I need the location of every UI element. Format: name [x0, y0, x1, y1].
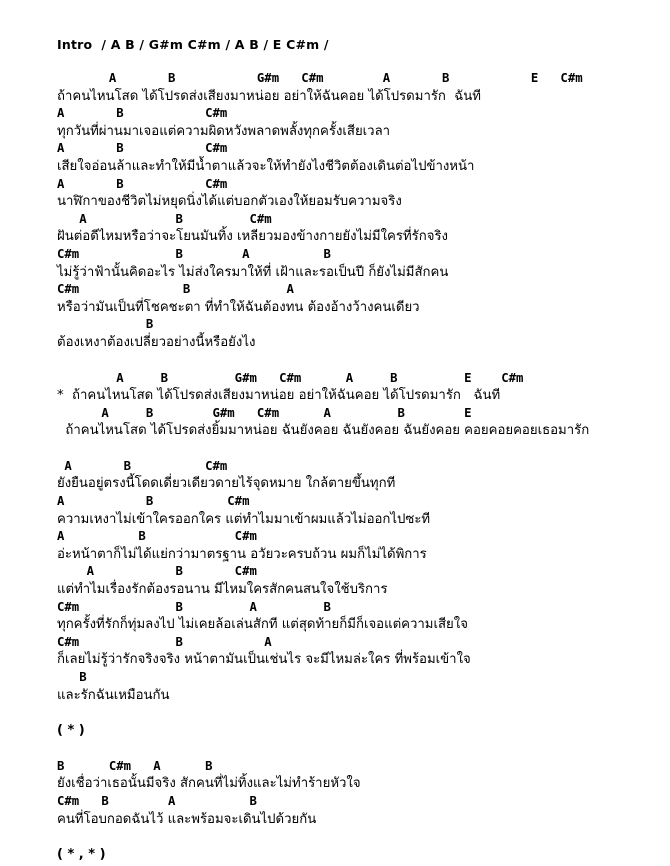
- lyric-row: หรือว่ามันเป็นที่โชคชะตา ที่ทำให้ฉันต้องทน ต้องอ้างว้างคนเดียว: [57, 299, 420, 315]
- chord-row: A B C#m: [57, 564, 257, 579]
- section-verse-3: [57, 758, 663, 828]
- lyric-row: ต้องเหงาต้องเปลี่ยวอย่างนี้หรือยังไง: [57, 334, 256, 350]
- lyric-row: เสียใจอ่อนล้าและทำให้มีน้ำตาแล้วจะให้ทำยังไงชีวิตต้องเดินต่อไปข้างหน้า: [57, 158, 475, 174]
- lyric-row: ถ้าคนไหนโสด ได้โปรดส่งยิ้มมาหน่อย ฉันยังคอย ฉันยังคอย ฉันยังคอย คอยคอยคอยเธอมารัก: [57, 423, 590, 439]
- chord-row: A B C#m: [57, 176, 228, 191]
- lyric-row: ถ้าคนไหนโสด ได้โปรดส่งเสียงมาหน่อย อย่าให้ฉันคอย ได้โปรดมารัก ฉันที: [57, 88, 481, 104]
- lyric-row: ทุกครั้งที่รักก็ทุ่มลงไป ไม่เคยล้อเล่นสักที แต่สุดท้ายก็มีก็เจอแต่ความเสียใจ: [57, 617, 468, 633]
- chord-row: A B G#m C#m A B E C#m: [57, 71, 583, 85]
- lyric-row: ทุกวันที่ผ่านมาเจอแต่ความผิดหวังพลาดพลั้งทุกครั้งเสียเวลา: [57, 123, 391, 139]
- section-spacer: [57, 740, 663, 758]
- chord-row: A B C#m: [57, 458, 228, 473]
- lyric-row: ไม่รู้ว่าฟ้านั้นคิดอะไร ไม่ส่งใครมาให้ที่ เฝ้าและรอเป็นปี ก็ยังไม่มีสักคน: [57, 264, 449, 280]
- chord-sheet-content: [57, 36, 663, 864]
- repeat-marker: ( * ): [57, 723, 85, 739]
- chord-row: B C#m A B: [57, 758, 213, 773]
- chord-row: A B C#m: [57, 529, 257, 544]
- song-sections: [57, 70, 663, 864]
- chord-row: C#m B A: [57, 282, 294, 297]
- chord-row: A B C#m: [57, 106, 228, 121]
- lyric-row: แต่ทำไมเรื่องรักต้องรอนาน มีไหมใครสักคนสนใจใช้บริการ: [57, 582, 388, 598]
- repeat-marker: ( * , * ): [57, 847, 106, 863]
- section-spacer: [57, 828, 663, 846]
- lyric-row: ฝันต่อดีไหมหรือว่าจะโยนมันทิ้ง เหลียวมองข้างกายยังไม่มีใครที่รักจริง: [57, 229, 448, 245]
- intro-line: Intro / A B / G#m C#m / A B / E C#m /: [57, 37, 329, 52]
- chord-row: C#m B A B: [57, 246, 331, 261]
- chord-row: A B C#m: [57, 141, 228, 156]
- lyric-row: ก็เลยไม่รู้ว่ารักจริงจริง หน้าตามันเป็นเช่นไร จะมีไหมล่ะใคร ที่พร้อมเข้าใจ: [57, 652, 471, 668]
- section-chorus: [57, 370, 663, 440]
- lyric-row: และรักฉันเหมือนกัน: [57, 687, 170, 703]
- lyric-row: นาฬิกาของชีวิตไม่หยุดนิ่งได้แต่บอกตัวเองให้ยอมรับความจริง: [57, 194, 402, 210]
- lyric-row: ความเหงาไม่เข้าใครออกใคร แต่ทำไมมาเข้าผมแล้วไม่ออกไปซะที: [57, 511, 431, 527]
- section-repeat-2: [57, 846, 663, 864]
- section-spacer: [57, 352, 663, 370]
- lyric-row: อ่ะหน้าตาก็ไม่ได้แย่กว่ามาตรฐาน อวัยวะครบถ้วน ผมก็ไม่ได้พิการ: [57, 546, 427, 562]
- section-repeat-1: [57, 722, 663, 740]
- chord-row: B: [57, 670, 87, 684]
- chord-row: A B G#m C#m A B E C#m: [57, 370, 524, 385]
- chord-row: C#m B A B: [57, 793, 257, 808]
- chord-row: C#m B A B: [57, 599, 331, 614]
- chord-row: C#m B A: [57, 634, 272, 649]
- section-spacer: [57, 704, 663, 722]
- lyric-row: คนที่โอบกอดฉันไว้ และพร้อมจะเดินไปด้วยกัน: [57, 811, 317, 827]
- section-verse-2: [57, 458, 663, 704]
- chord-row: A B C#m: [57, 494, 250, 509]
- lyric-row: ยังเชื่อว่าเธอนั้นมีจริง สักคนที่ไม่ทิ้งและไม่ทำร้ายหัวใจ: [57, 776, 361, 792]
- chord-row: A B C#m: [57, 211, 272, 226]
- lyric-row: ยังยืนอยู่ตรงนี้โดดเดี่ยวเดียวดายไร้จุดหมาย ใกล้ตายขึ้นทุกที: [57, 476, 396, 492]
- section-verse-1: [57, 70, 663, 352]
- section-spacer: [57, 440, 663, 458]
- chord-row: B: [57, 317, 154, 332]
- lyric-row: * ถ้าคนไหนโสด ได้โปรดส่งเสียงมาหน่อย อย่าให้ฉันคอย ได้โปรดมารัก ฉันที: [57, 388, 501, 404]
- chord-row: A B G#m C#m A B E: [57, 405, 472, 420]
